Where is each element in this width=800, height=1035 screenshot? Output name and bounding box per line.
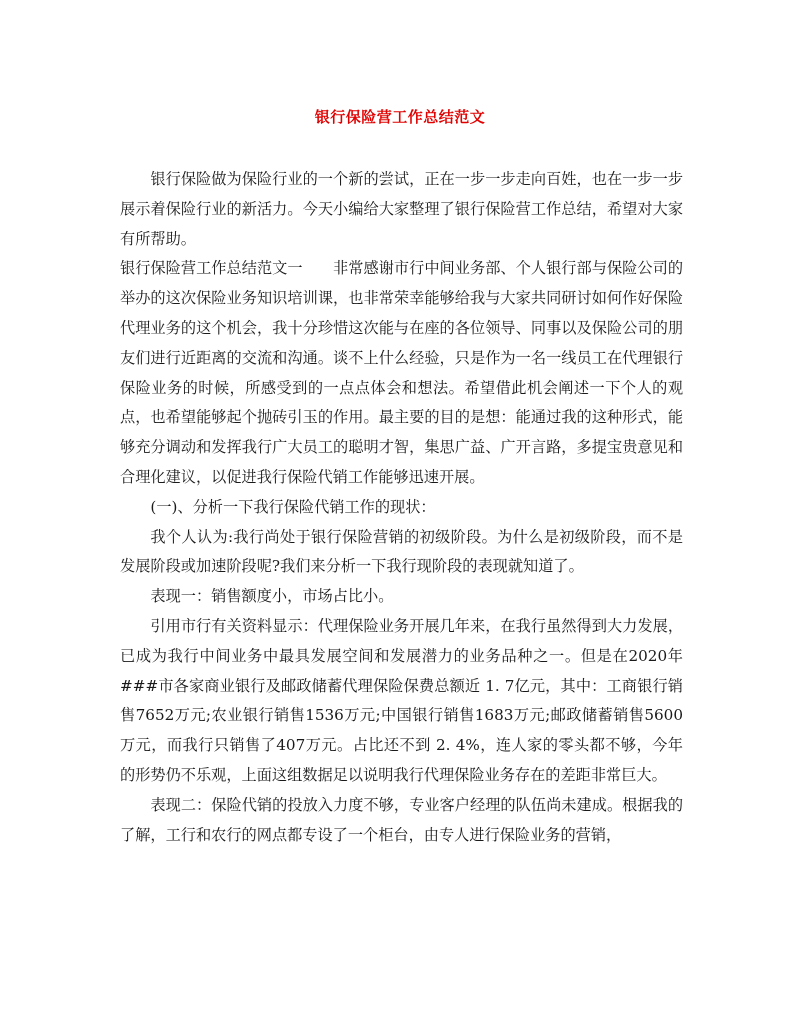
paragraph-manifestation-two: 表现二：保险代销的投放入力度不够，专业客户经理的队伍尚未建成。根据我的了解，工行和农行的网点都专设了一个柜台，由专人进行保险业务的营销，	[120, 795, 683, 844]
paragraph-stage-analysis: 我个人认为:我行尚处于银行保险营销的初级阶段。为什么是初级阶段，而不是发展阶段或加速阶段呢?我们来分析一下我行现阶段的表现就知道了。	[120, 527, 683, 576]
paragraph-section-heading: (一)、分析一下我行保险代销工作的现状：	[150, 497, 436, 516]
document-title: 银行保险营工作总结范文	[314, 108, 486, 126]
document-body	[120, 165, 683, 850]
paragraph-manifestation-one: 表现一：销售额度小，市场占比小。	[150, 587, 394, 606]
paragraph-intro: 银行保险做为保险行业的一个新的尝试，正在一步一步走向百姓，也在一步一步展示着保险行业的新活力。今天小编给大家整理了银行保险营工作总结，希望对大家有所帮助。	[120, 170, 683, 248]
paragraph-sample-one: 银行保险营工作总结范文一 非常感谢市行中间业务部、个人银行部与保险公司的举办的这次保险业务知识培训课，也非常荣幸能够给我与大家共同研讨如何作好保险代理业务的这个机会，我十分珍惜这次能与在座的各位领导、同事以及保险公司的朋友们进行近距离的交流和沟通。谈不上什么经验，只是作为一名一线员工在代理银行保险业务的时候，所感受到的一点点体会和想法。希望借此机会阐述一下个人的观点，也希望能够起个抛砖引玉的作用。最主要的目的是想：能通过我的这种形式，能够充分调动和发挥我行广大员工的聪明才智，集思广益、广开言路，多提宝贵意见和合理化建议，以促进我行保险代销工作能够迅速开展。	[120, 259, 683, 486]
paragraph-market-data: 引用市行有关资料显示：代理保险业务开展几年来，在我行虽然得到大力发展，已成为我行中间业务中最具发展空间和发展潜力的业务品种之一。但是在2020年###市各家商业银行及邮政储蓄代理保险保费总额近 1. 7亿元，其中：工商银行销售7652万元;农业银行销售1536万元;中国银行销售1683万元;邮政储蓄销售5600万元，而我行只销售了407万元。占比还不到 2. 4%，连人家的零头都不够，今年的形势仍不乐观，上面这组数据足以说明我行代理保险业务存在的差距非常巨大。	[120, 616, 683, 784]
